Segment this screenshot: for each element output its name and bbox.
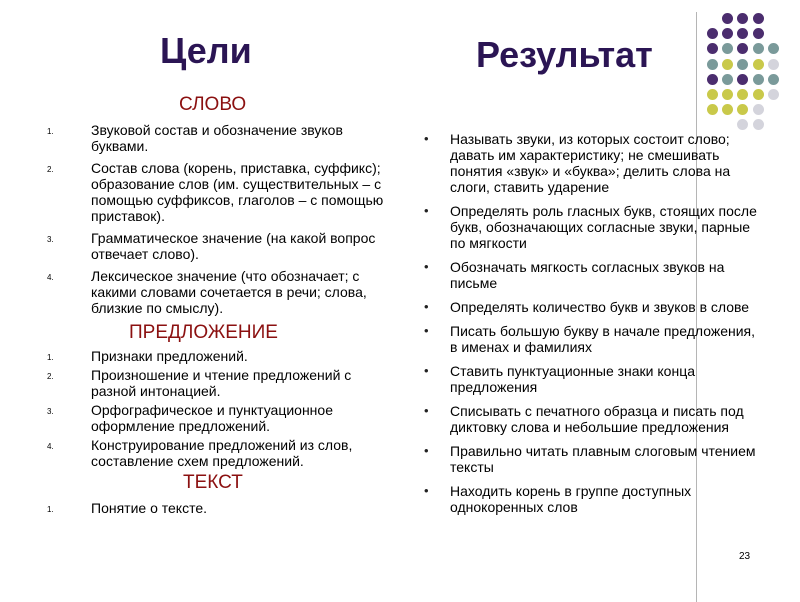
bullet-icon: • (424, 483, 429, 498)
decor-dot (707, 43, 718, 54)
section-heading-word: СЛОВО (179, 94, 247, 115)
decor-dot (707, 104, 718, 115)
bullet-icon: • (424, 131, 429, 146)
right-title: Результат (476, 34, 653, 75)
decor-dot (707, 89, 718, 100)
decor-dot (768, 43, 779, 54)
bullet-icon: • (424, 403, 429, 418)
list-item: 3. Грамматическое значение (на какой вопрос отвечает слово). (47, 230, 376, 262)
list-item: • Находить корень в группе доступных однокоренных слов (424, 483, 692, 515)
decor-dot (737, 13, 748, 24)
decor-dot (737, 43, 748, 54)
decor-dot (722, 74, 733, 85)
left-column (47, 94, 391, 522)
decor-dot (737, 104, 748, 115)
decor-dot (753, 104, 764, 115)
bullet-icon: • (424, 203, 429, 218)
sentence-list (47, 348, 391, 469)
list-item: 2. Состав слова (корень, приставка, суффикс); образование слов (им. существительных – с помощью суффиксов, глаголов – с помощью приставок). (47, 160, 384, 224)
left-title: Цели (160, 30, 252, 71)
list-item: • Обозначать мягкость согласных звуков на письме (424, 259, 725, 291)
decor-dot (722, 13, 733, 24)
bullet-icon: • (424, 443, 429, 458)
list-item: 1. Понятие о тексте. (47, 500, 207, 516)
word-list (47, 122, 391, 316)
decor-dot (722, 104, 733, 115)
list-item: • Определять количество букв и звуков в слове (424, 299, 750, 315)
list-item: 4. Лексическое значение (что обозначает; с какими словами сочетается в речи; слова, близкие по смыслу). (47, 268, 367, 316)
bullet-icon: • (424, 259, 429, 274)
decor-dot (753, 89, 764, 100)
list-item: • Ставить пунктуационные знаки конца предложения (424, 363, 695, 395)
list-item: 4. Конструирование предложений из слов, составление схем предложений. (47, 437, 353, 469)
list-item: • Писать большую букву в начале предложения, в именах и фамилиях (424, 323, 755, 355)
text-list (47, 500, 391, 516)
right-column (424, 131, 762, 523)
decor-dot (737, 119, 748, 130)
decor-dot (707, 28, 718, 39)
decor-dot (722, 28, 733, 39)
decor-dot (753, 13, 764, 24)
list-item: 3. Орфографическое и пунктуационное оформление предложений. (47, 402, 333, 434)
decor-dot (737, 74, 748, 85)
decor-dot (737, 59, 748, 70)
list-item: 1. Звуковой состав и обозначение звуков буквами. (47, 122, 343, 154)
decor-dot (768, 74, 779, 85)
decor-dot (707, 59, 718, 70)
decor-dot (707, 74, 718, 85)
decor-dot (722, 89, 733, 100)
section-heading-text: ТЕКСТ (183, 472, 243, 493)
results-list (424, 131, 762, 515)
section-heading-sentence: ПРЕДЛОЖЕНИЕ (129, 322, 278, 343)
decor-dot (753, 59, 764, 70)
decor-dot (753, 119, 764, 130)
decor-dot (768, 59, 779, 70)
page-number: 23 (739, 551, 751, 562)
decor-dot (753, 74, 764, 85)
list-item: 2. Произношение и чтение предложений с разной интонацией. (47, 367, 352, 399)
list-item: • Называть звуки, из которых состоит слово; давать им характеристику; не смешивать понятия «звук» и «буква»; делить слова на слоги, ставить ударение (424, 131, 731, 195)
bullet-icon: • (424, 323, 429, 338)
decor-dot (722, 59, 733, 70)
list-item: • Определять роль гласных букв, стоящих после букв, обозначающих согласные звуки, парные по мягкости (424, 203, 757, 251)
decor-dot (737, 89, 748, 100)
bullet-icon: • (424, 363, 429, 378)
decor-dot (722, 43, 733, 54)
decor-dot (753, 28, 764, 39)
list-item: 1. Признаки предложений. (47, 348, 248, 364)
decor-dot (737, 28, 748, 39)
bullet-icon: • (424, 299, 429, 314)
list-item: • Списывать с печатного образца и писать под диктовку слова и небольшие предложения (424, 403, 744, 435)
decor-dot (768, 89, 779, 100)
decor-dot (753, 43, 764, 54)
list-item: • Правильно читать плавным слоговым чтением тексты (424, 443, 756, 475)
